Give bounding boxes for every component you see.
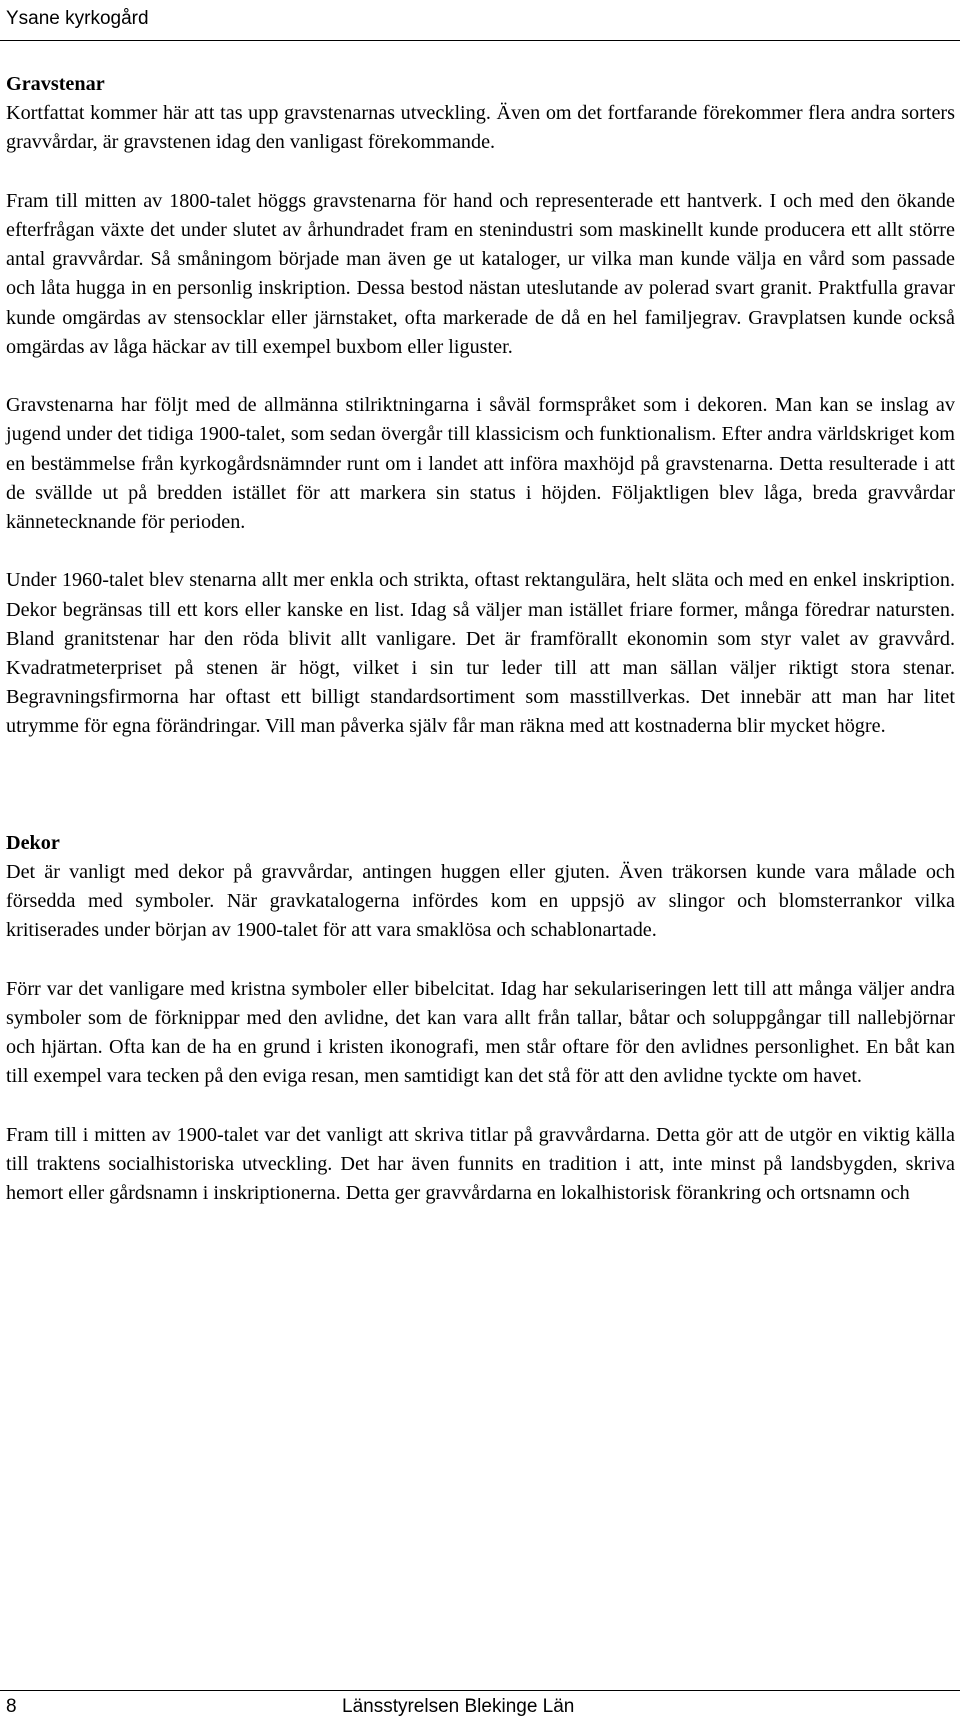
section-heading-gravstenar: Gravstenar bbox=[6, 73, 105, 95]
paragraph: Kortfattat kommer här att tas upp gravstenarnas utveckling. Även om det fortfarande förekommer flera andra sorters gravvårdar, är gravstenen idag den vanligast förekommande. bbox=[6, 102, 955, 154]
paragraph: Fram till mitten av 1800-talet höggs gravstenarna för hand och representerade ett hantverk. I och med den ökande efterfrågan växte det under slutet av århundradet fram en stenindustri som maskinellt kunde producera ett allt större antal gravvårdar. Så småningom började man även ge ut kataloger, ur vilka man kunde välja en vård som passade och låta hugga in en personlig inskription. Dessa bestod nästan uteslutande av polerad svart granit. Praktfulla gravar kunde omgärdas av stensocklar eller järnstaket, ofta markerade de då en hel familjegrav. Gravplatsen kunde också omgärdas av låga häckar av till exempel buxbom eller liguster. bbox=[6, 189, 955, 358]
paragraph: Gravstenarna har följt med de allmänna stilriktningarna i såväl formspråket som i dekoren. Man kan se inslag av jugend under det tidiga 1900-talet, som sedan övergår till klassicism och funktionalism. Efter andra världskriget kom en bestämmelse från kyrkogårdsnämnder runt om i landet att införa maxhöjd på gravstenarna. Detta resulterade i att de svällde ut på bredden istället för att markera sin status i höjden. Följaktligen blev låga, breda gravvårdar kännetecknande för perioden. bbox=[6, 394, 955, 534]
paragraph: Fram till i mitten av 1900-talet var det vanligt att skriva titlar på gravvårdarna. Detta gör att de utgör en viktig källa till traktens socialhistoriska utveckling. Det har även funnits en tradition i att, inte minst på landsbygden, skriva hemort eller gårdsnamn i inskriptionerna. Detta ger gravvårdarna en lokalhistorisk förankring och ortsnamn och bbox=[6, 1123, 955, 1205]
footer-divider bbox=[0, 1690, 960, 1691]
section-heading-dekor: Dekor bbox=[6, 831, 60, 854]
footer-publisher: Länsstyrelsen Blekinge Län bbox=[342, 1696, 575, 1717]
document-body bbox=[6, 70, 955, 1238]
paragraph: Förr var det vanligare med kristna symboler eller bibelcitat. Idag har sekulariseringen lett till att många väljer andra symboler som de förknippar med den avlidne, det kan vara allt från tallar, båtar och soluppgångar till nallebjörnar och hjärtan. Ofta kan de ha en grund i kristen ikonografi, men står oftare för den avlidnes personlighet. En båt kan till exempel vara tecken på den eviga resan, men samtidigt kan det stå för att den avlidne tyckte om havet. bbox=[6, 977, 955, 1088]
section-dekor bbox=[6, 829, 955, 1209]
page-header-title: Ysane kyrkogård bbox=[6, 8, 149, 29]
section-spacer bbox=[6, 771, 955, 829]
paragraph: Under 1960-talet blev stenarna allt mer enkla och strikta, oftast rektangulära, helt släta och med en enkel inskription. Dekor begränsas till ett kors eller kanske en list. Idag så väljer man istället friare former, många föredrar natursten. Bland granitstenar har den röda blivit allt vanligare. Det är framförallt ekonomin som styr valet av gravvård. Kvadratmeterpriset på stenen är högt, vilket i sin tur leder till att man sällan väljer riktigt stora stenar. Begravningsfirmorna har oftast ett billigt standardsortiment som masstillverkas. Det innebär att man har litet utrymme för egna förändringar. Vill man påverka själv får man räkna med att kostnaderna blir mycket högre. bbox=[6, 569, 955, 738]
paragraph: Det är vanligt med dekor på gravvårdar, antingen huggen eller gjuten. Även träkorsen kunde vara målade och försedda med symboler. När gravkatalogerna infördes kom en uppsjö av slingor och blomsterrankor vilka kritiserades under början av 1900-talet för att vara smaklösa och schablonartade. bbox=[6, 861, 955, 942]
page-number: 8 bbox=[6, 1696, 17, 1717]
header-divider bbox=[0, 40, 960, 41]
section-gravstenar bbox=[6, 70, 955, 742]
